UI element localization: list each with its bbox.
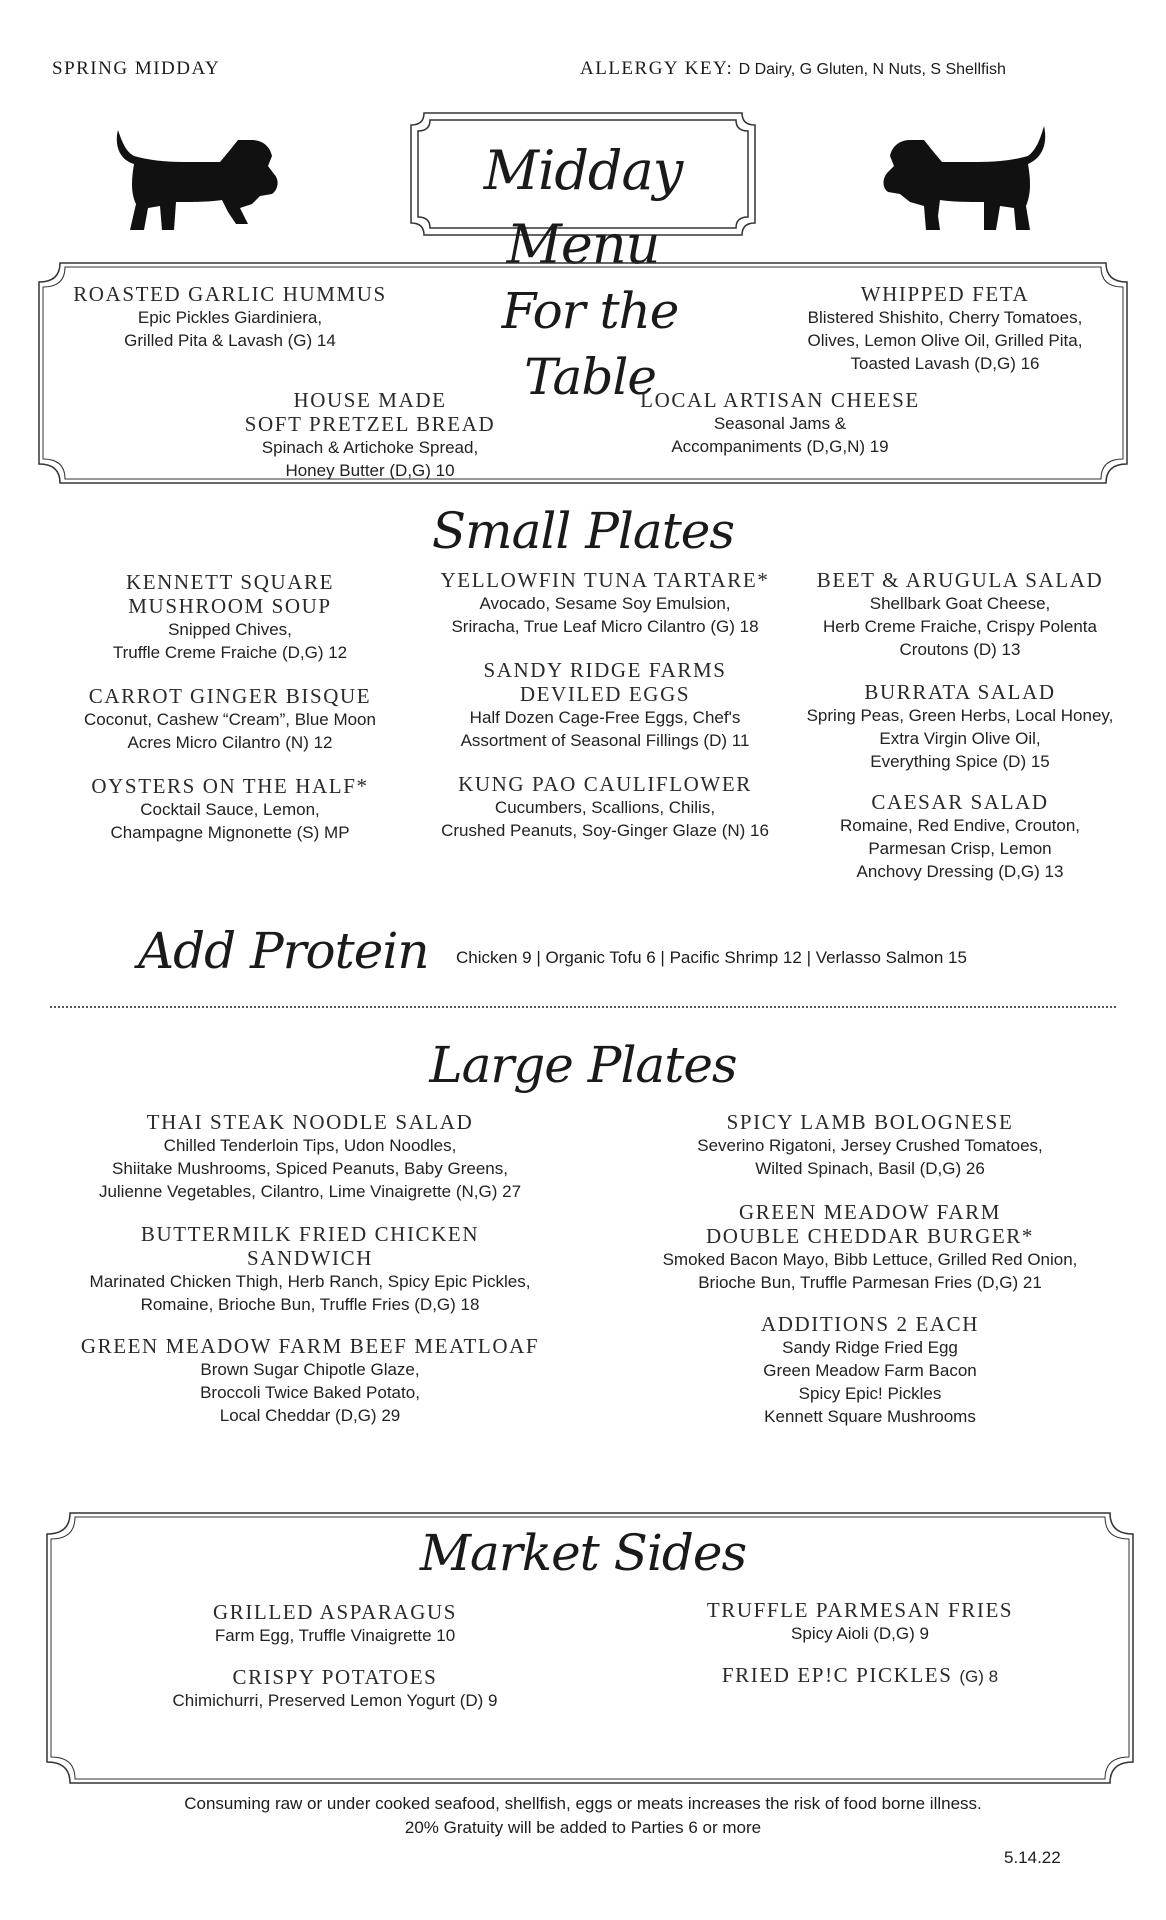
menu-date: 5.14.22 <box>1004 1848 1061 1867</box>
item-name: GREEN MEADOW FARM BEEF MEATLOAF <box>80 1334 540 1358</box>
menu-item-carrot-ginger-bisque <box>50 684 410 754</box>
menu-item-tuna-tartare <box>415 568 795 638</box>
item-description: Coconut, Cashew “Cream”, Blue Moon Acres Micro Cilantro (N) 12 <box>84 710 376 752</box>
item-name: OYSTERS ON THE HALF* <box>91 774 369 798</box>
allergy-key-label: ALLERGY KEY: <box>580 58 734 79</box>
menu-item-additions <box>620 1312 1120 1428</box>
item-name: KENNETT SQUARE MUSHROOM SOUP <box>125 570 335 618</box>
menu-item-beef-meatloaf <box>60 1334 560 1427</box>
item-description: Cocktail Sauce, Lemon, Champagne Mignonette (S) MP <box>110 800 350 842</box>
item-name: HOUSE MADE SOFT PRETZEL BREAD <box>244 388 496 436</box>
item-name: GRILLED ASPARAGUS <box>212 1600 458 1624</box>
item-description: Seasonal Jams & Accompaniments (D,G,N) 19 <box>671 414 889 456</box>
item-name: THAI STEAK NOODLE SALAD <box>146 1110 474 1134</box>
dog-silhouette-icon <box>880 116 1050 232</box>
dog-silhouette-icon <box>112 116 282 232</box>
menu-title: Midday Menu <box>483 139 683 276</box>
menu-item-whipped-feta <box>760 282 1130 375</box>
menu-item-grilled-asparagus <box>120 1600 550 1647</box>
item-description: Chilled Tenderloin Tips, Udon Noodles, Shiitake Mushrooms, Spiced Peanuts, Baby Greens, Julienne Vegetables, Cilantro, Lime Vinaigrette (N,G) 27 <box>98 1136 522 1201</box>
item-description: Spicy Aioli (D,G) 9 <box>791 1624 929 1643</box>
menu-item-kung-pao-cauliflower <box>415 772 795 842</box>
item-description: Shellbark Goat Cheese, Herb Creme Fraiche, Crispy Polenta Croutons (D) 13 <box>823 594 1097 659</box>
menu-season-label: SPRING MIDDAY <box>52 58 221 79</box>
item-description: Snipped Chives, Truffle Creme Fraiche (D,G) 12 <box>112 620 348 662</box>
item-name: ADDITIONS 2 EACH <box>760 1312 980 1336</box>
item-description: Sandy Ridge Fried Egg Green Meadow Farm Bacon Spicy Epic! Pickles Kennett Square Mushrooms <box>763 1338 977 1426</box>
menu-item-spicy-lamb-bolognese <box>620 1110 1120 1180</box>
item-description: Smoked Bacon Mayo, Bibb Lettuce, Grilled Red Onion, Brioche Bun, Truffle Parmesan Fries (D,G) 21 <box>662 1250 1078 1292</box>
menu-item-fried-epic-pickles <box>645 1663 1075 1689</box>
menu-item-mushroom-soup <box>60 570 400 664</box>
item-name: YELLOWFIN TUNA TARTARE* <box>440 568 770 592</box>
item-name: CARROT GINGER BISQUE <box>88 684 372 708</box>
menu-item-roasted-garlic-hummus <box>40 282 420 352</box>
item-name: CRISPY POTATOES <box>232 1665 438 1689</box>
small-plates-heading: Small Plates <box>431 502 735 560</box>
item-description: Farm Egg, Truffle Vinaigrette 10 <box>214 1626 456 1645</box>
menu-item-soft-pretzel-bread <box>190 388 550 482</box>
item-description: Brown Sugar Chipotle Glaze, Broccoli Twice Baked Potato, Local Cheddar (D,G) 29 <box>200 1360 420 1425</box>
item-name: SPICY LAMB BOLOGNESE <box>726 1110 1014 1134</box>
for-the-table-heading: For the Table <box>501 282 679 406</box>
item-name: FRIED EP!C PICKLES (G) 8 <box>721 1663 999 1687</box>
menu-item-fried-chicken-sandwich <box>60 1222 560 1316</box>
title-frame <box>410 112 756 276</box>
menu-item-oysters <box>50 774 410 844</box>
item-name: LOCAL ARTISAN CHEESE <box>640 388 920 412</box>
item-description: Epic Pickles Giardiniera, Grilled Pita & Lavash (G) 14 <box>124 308 336 350</box>
item-name: TRUFFLE PARMESAN FRIES <box>706 1598 1014 1622</box>
add-protein-options: Chicken 9 | Organic Tofu 6 | Pacific Shrimp 12 | Verlasso Salmon 15 <box>456 948 967 967</box>
menu-item-cheddar-burger <box>620 1200 1120 1294</box>
menu-item-local-artisan-cheese <box>600 388 960 458</box>
menu-item-deviled-eggs <box>425 658 785 752</box>
menu-item-thai-steak-noodle-salad <box>60 1110 560 1203</box>
item-description: Avocado, Sesame Soy Emulsion, Sriracha, True Leaf Micro Cilantro (G) 18 <box>451 594 759 636</box>
large-plates-heading: Large Plates <box>429 1036 737 1094</box>
menu-item-beet-arugula-salad <box>790 568 1130 661</box>
item-name: BEET & ARUGULA SALAD <box>816 568 1104 592</box>
item-name: BURRATA SALAD <box>864 680 1056 704</box>
food-safety-notice: Consuming raw or under cooked seafood, shellfish, eggs or meats increases the risk of food borne illness. <box>184 1794 982 1813</box>
item-name: CAESAR SALAD <box>871 790 1049 814</box>
item-name: KUNG PAO CAULIFLOWER <box>458 772 752 796</box>
allergy-key <box>580 58 1006 80</box>
item-description: Blistered Shishito, Cherry Tomatoes, Olives, Lemon Olive Oil, Grilled Pita, Toasted Lavash (D,G) 16 <box>807 308 1083 373</box>
item-description: Severino Rigatoni, Jersey Crushed Tomatoes, Wilted Spinach, Basil (D,G) 26 <box>697 1136 1043 1178</box>
market-sides-heading: Market Sides <box>419 1524 747 1582</box>
item-description: Chimichurri, Preserved Lemon Yogurt (D) 9 <box>172 1691 498 1710</box>
menu-item-burrata-salad <box>790 680 1130 773</box>
item-name: WHIPPED FETA <box>860 282 1030 306</box>
item-description: Marinated Chicken Thigh, Herb Ranch, Spicy Epic Pickles, Romaine, Brioche Bun, Truffle Fries (D,G) 18 <box>89 1272 531 1314</box>
item-description: Spinach & Artichoke Spread, Honey Butter (D,G) 10 <box>261 438 479 480</box>
item-name: SANDY RIDGE FARMS DEVILED EGGS <box>483 658 727 706</box>
section-divider <box>50 1006 1116 1008</box>
item-description: Spring Peas, Green Herbs, Local Honey, Extra Virgin Olive Oil, Everything Spice (D) 15 <box>806 706 1114 771</box>
item-description: Half Dozen Cage-Free Eggs, Chef's Assortment of Seasonal Fillings (D) 11 <box>460 708 750 750</box>
allergy-key-text: D Dairy, G Gluten, N Nuts, S Shellfish <box>738 61 1006 78</box>
menu-item-caesar-salad <box>790 790 1130 883</box>
gratuity-notice: 20% Gratuity will be added to Parties 6 or more <box>404 1818 762 1837</box>
add-protein-heading: Add Protein <box>138 922 429 980</box>
item-name: ROASTED GARLIC HUMMUS <box>73 282 387 306</box>
menu-item-crispy-potatoes <box>120 1665 550 1712</box>
item-name: BUTTERMILK FRIED CHICKEN SANDWICH <box>140 1222 480 1270</box>
item-name: GREEN MEADOW FARM DOUBLE CHEDDAR BURGER* <box>705 1200 1035 1248</box>
item-description: Romaine, Red Endive, Crouton, Parmesan Crisp, Lemon Anchovy Dressing (D,G) 13 <box>839 816 1081 881</box>
menu-item-truffle-parmesan-fries <box>645 1598 1075 1645</box>
item-description: Cucumbers, Scallions, Chilis, Crushed Peanuts, Soy-Ginger Glaze (N) 16 <box>441 798 769 840</box>
